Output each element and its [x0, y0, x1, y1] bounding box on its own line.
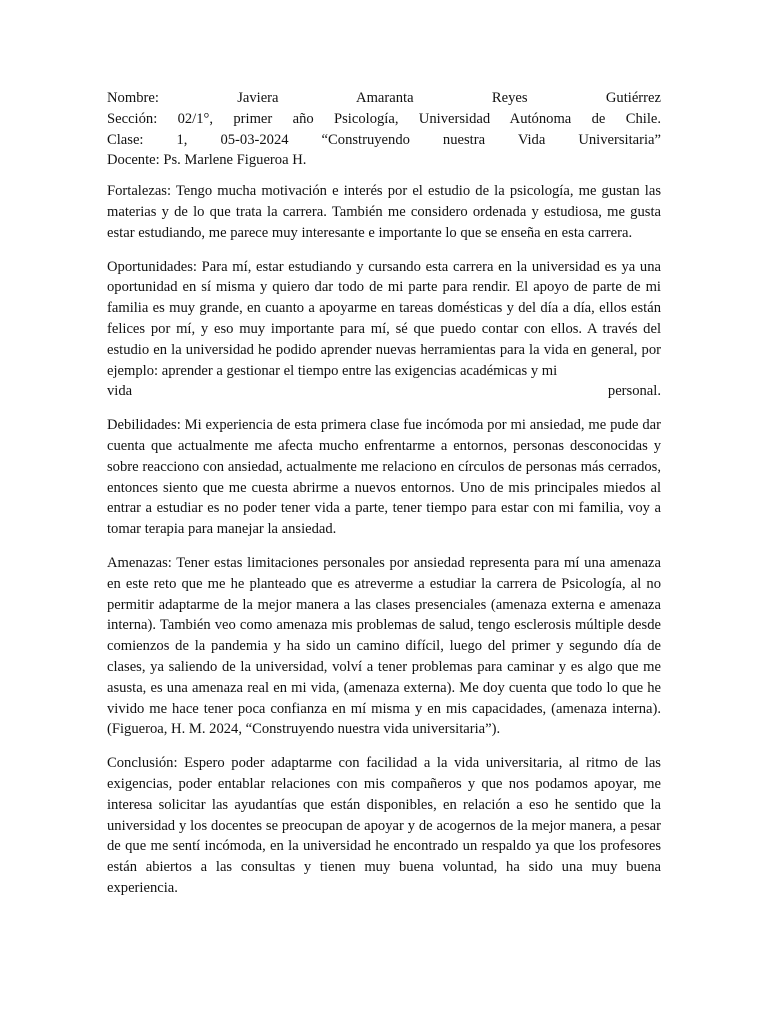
- conclusion-paragraph: Conclusión: Espero poder adaptarme con facilidad a la vida universitaria, al ritmo de las exigencias, poder entablar relaciones con mis compañeros y que nos podamos apoyar, me interesa solicitar las ayudantías que están disponibles, en relación a eso he sentido que la universidad y los docentes se preocupan de apoyar y de acogernos de la mejor manera, a pesar de que me sentí incómoda, en la universidad he encontrado un respaldo ya que los profesores están abiertos a las consultas y tienen muy buena voluntad, ha sido una muy buena experiencia.: [107, 755, 661, 896]
- opportunities-paragraph: [107, 257, 661, 403]
- opportunities-last-line: vida personal.: [107, 383, 661, 400]
- document-header: [107, 88, 661, 171]
- weaknesses-paragraph: Debilidades: Mi experiencia de esta primera clase fue incómoda por mi ansiedad, me pude dar cuenta que actualmente me afecta mucho enfrentarme a entornos, personas desconocidas y sobre reacciono con ansiedad, actualmente me relaciono en círculos de personas más cerrados, entonces siento que me cuesta abrirme a nuevos entornos. Uno de mis principales miedos al entrar a estudiar es no poder tener vida a parte, tener tiempo para estar con mi familia, voy a tomar terapia para manejar la ansiedad.: [107, 417, 661, 538]
- threats-paragraph: Amenazas: Tener estas limitaciones personales por ansiedad representa para mí una amenaza en este reto que me he planteado que es atreverme a estudiar la carrera de Psicología, al no permitir adaptarme de la mejor manera a las clases presenciales (amenaza externa e amenaza interna). También veo como amenaza mis problemas de salud, tengo esclerosis múltiple desde comienzos de la pandemia y ha sido un camino difícil, luego del primer y segundo día de clases, ya saliendo de la universidad, volví a tener problemas para caminar y es algo que me asusta, es una amenaza real en mi vida, (amenaza externa). Me doy cuenta que todo lo que he vivido me hace tener poca confianza en mí misma y en mis capacidades, (amenaza interna). (Figueroa, H. M. 2024, “Construyendo nuestra vida universitaria”).: [107, 554, 661, 738]
- opportunities-text: Oportunidades: Para mí, estar estudiando y cursando esta carrera en la universidad es ya una oportunidad en sí misma y quiero dar todo de mi parte para rendir. El apoyo de parte de mi familia es muy grande, en cuanto a apoyarme en tareas domésticas y del día a día, ellos están felices por mí, y eso muy importante para mí, sé que puedo contar con ellos. A través del estudio en la universidad he podido aprender nuevas herramientas para la vida en general, por ejemplo: aprender a gestionar el tiempo entre las exigencias académicas y mi: [107, 258, 661, 379]
- section-line: Sección: 02/1°, primer año Psicología, Universidad Autónoma de Chile.: [107, 110, 661, 127]
- document-page: [107, 88, 661, 912]
- teacher-line: Docente: Ps. Marlene Figueroa H.: [107, 152, 307, 169]
- student-name-line: Nombre: Javiera Amaranta Reyes Gutiérrez: [107, 90, 661, 106]
- strengths-paragraph: Fortalezas: Tengo mucha motivación e interés por el estudio de la psicología, me gustan las materias y de lo que trata la carrera. También me considero ordenada y estudiosa, me gusta estar estudiando, me parece muy interesante e importante lo que se enseña en esta carrera.: [107, 183, 661, 241]
- class-line: Clase: 1, 05-03-2024 “Construyendo nuestra Vida Universitaria”: [107, 131, 661, 148]
